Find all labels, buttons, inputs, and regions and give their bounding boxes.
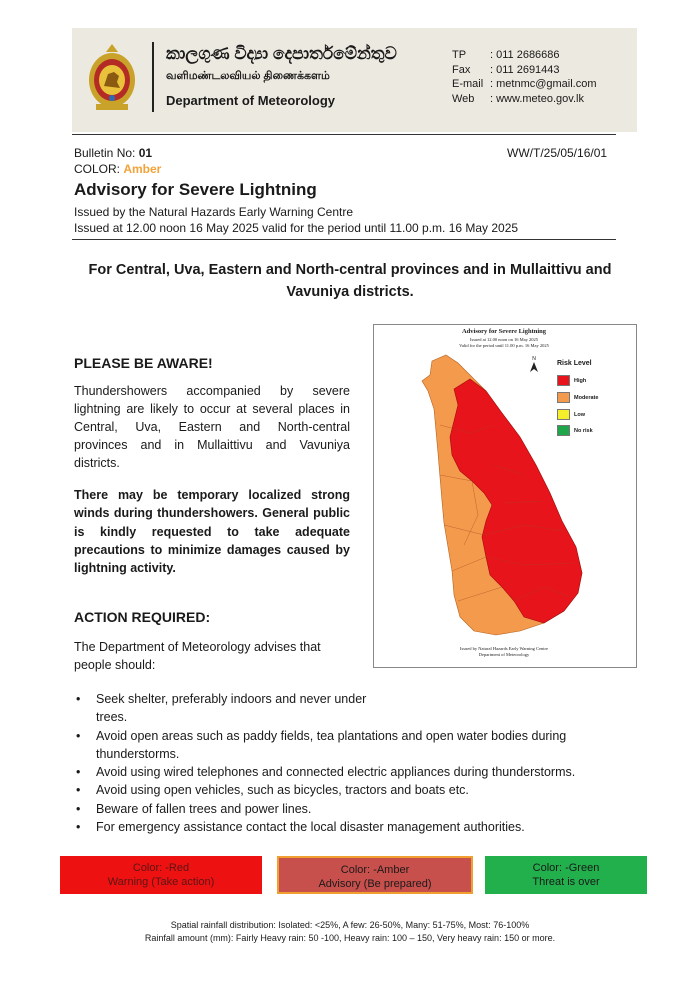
aware-paragraph: Thundershowers accompanied by severe lightning are likely to occur at several places in Central, Uva, Eastern and North-central provinces and in Mullaittivu and Vavuniya districts.	[74, 384, 350, 470]
header-divider	[152, 42, 154, 112]
map-title: Advisory for Severe Lightning	[461, 328, 547, 335]
list-item: • For emergency assistance contact the local disaster management authorities.	[74, 818, 634, 836]
action-heading: ACTION REQUIRED:	[74, 609, 211, 625]
bulletin-color: COLOR: Amber	[74, 162, 162, 176]
list-item: • Avoid using open vehicles, such as bicycles, tractors and boats etc.	[74, 781, 634, 799]
list-item: • Seek shelter, preferably indoors and never under trees.	[74, 690, 376, 727]
action-list	[74, 690, 634, 836]
legend-swatch	[557, 409, 570, 420]
legend-high: High	[557, 375, 586, 386]
footnote-amount: Rainfall amount (mm): Fairly Heavy rain: 50 -100, Heavy rain: 100 – 150, Very heavy rain: 150 or more.	[144, 933, 556, 943]
department-name-tamil: வளிமண்டலவியல் திணைக்களம்	[166, 70, 330, 82]
list-item: • Avoid using wired telephones and connected electric appliances during thunderstorms.	[74, 763, 634, 781]
contact-block	[452, 48, 597, 107]
map-footer: Issued by Natural Hazards Early Warning Centre Department of Meteorology	[459, 646, 549, 657]
risk-map	[373, 324, 637, 668]
color-code-amber: Color: -Amber Advisory (Be prepared)	[277, 856, 473, 894]
action-intro: The Department of Meteorology advises that people should:	[74, 640, 321, 672]
contact-web: Web : www.meteo.gov.lk	[452, 93, 584, 106]
issued-at: Issued at 12.00 noon 16 May 2025 valid for the period until 11.00 p.m. 16 May 2025	[74, 221, 519, 235]
sri-lanka-emblem-icon	[86, 40, 138, 114]
legend-low: Low	[557, 409, 585, 420]
contact-phone: TP : 011 2686686	[452, 49, 560, 61]
department-name-sinhala: කාලගුණ විද්‍යා දෙපාර්තමේන්තුව	[166, 44, 397, 63]
north-arrow-icon: N	[530, 356, 538, 374]
contact-email: E-mail : metnmc@gmail.com	[452, 78, 597, 91]
bulletin-reference: WW/T/25/05/16/01	[507, 146, 608, 160]
wind-paragraph: There may be temporary localized strong winds during thundershowers. General public is kindly requested to take adequate precautions to minimize damages caused by lightning activity.	[74, 488, 350, 576]
legend-swatch	[557, 425, 570, 436]
department-name-english: Department of Meteorology	[166, 93, 336, 108]
legend-title: Risk Level	[557, 360, 592, 367]
map-subtitle: Issued at 12.00 noon on 16 May 2025 Valid for the period until 11.00 p.m. 16 May 2025	[459, 337, 549, 348]
title-rule	[72, 239, 616, 240]
bulletin-number: Bulletin No: 01	[74, 146, 153, 160]
color-code-red: Color: -Red Warning (Take action)	[60, 856, 262, 894]
list-item: • Avoid open areas such as paddy fields, tea plantations and open water bodies during thunderstorms.	[74, 727, 634, 764]
provinces-heading: For Central, Uva, Eastern and North-central provinces and in Mullaittivu and Vavuniya districts.	[88, 262, 612, 300]
legend-swatch	[557, 375, 570, 386]
legend-moderate: Moderate	[557, 392, 598, 403]
legend-swatch	[557, 392, 570, 403]
color-value: Amber	[123, 162, 162, 176]
page-title: Advisory for Severe Lightning	[74, 180, 317, 199]
contact-fax: Fax : 011 2691443	[452, 63, 560, 76]
legend-no-risk: No risk	[557, 425, 593, 436]
aware-heading: PLEASE BE AWARE!	[74, 355, 213, 371]
color-code-green: Color: -Green Threat is over	[485, 856, 647, 894]
header-rule	[72, 134, 616, 135]
list-item: • Beware of fallen trees and power lines.	[74, 800, 634, 818]
issued-by: Issued by the Natural Hazards Early Warning Centre	[74, 205, 354, 219]
footnote-spatial: Spatial rainfall distribution: Isolated: <25%, A few: 26-50%, Many: 51-75%, Most: 76-100%	[170, 920, 530, 930]
